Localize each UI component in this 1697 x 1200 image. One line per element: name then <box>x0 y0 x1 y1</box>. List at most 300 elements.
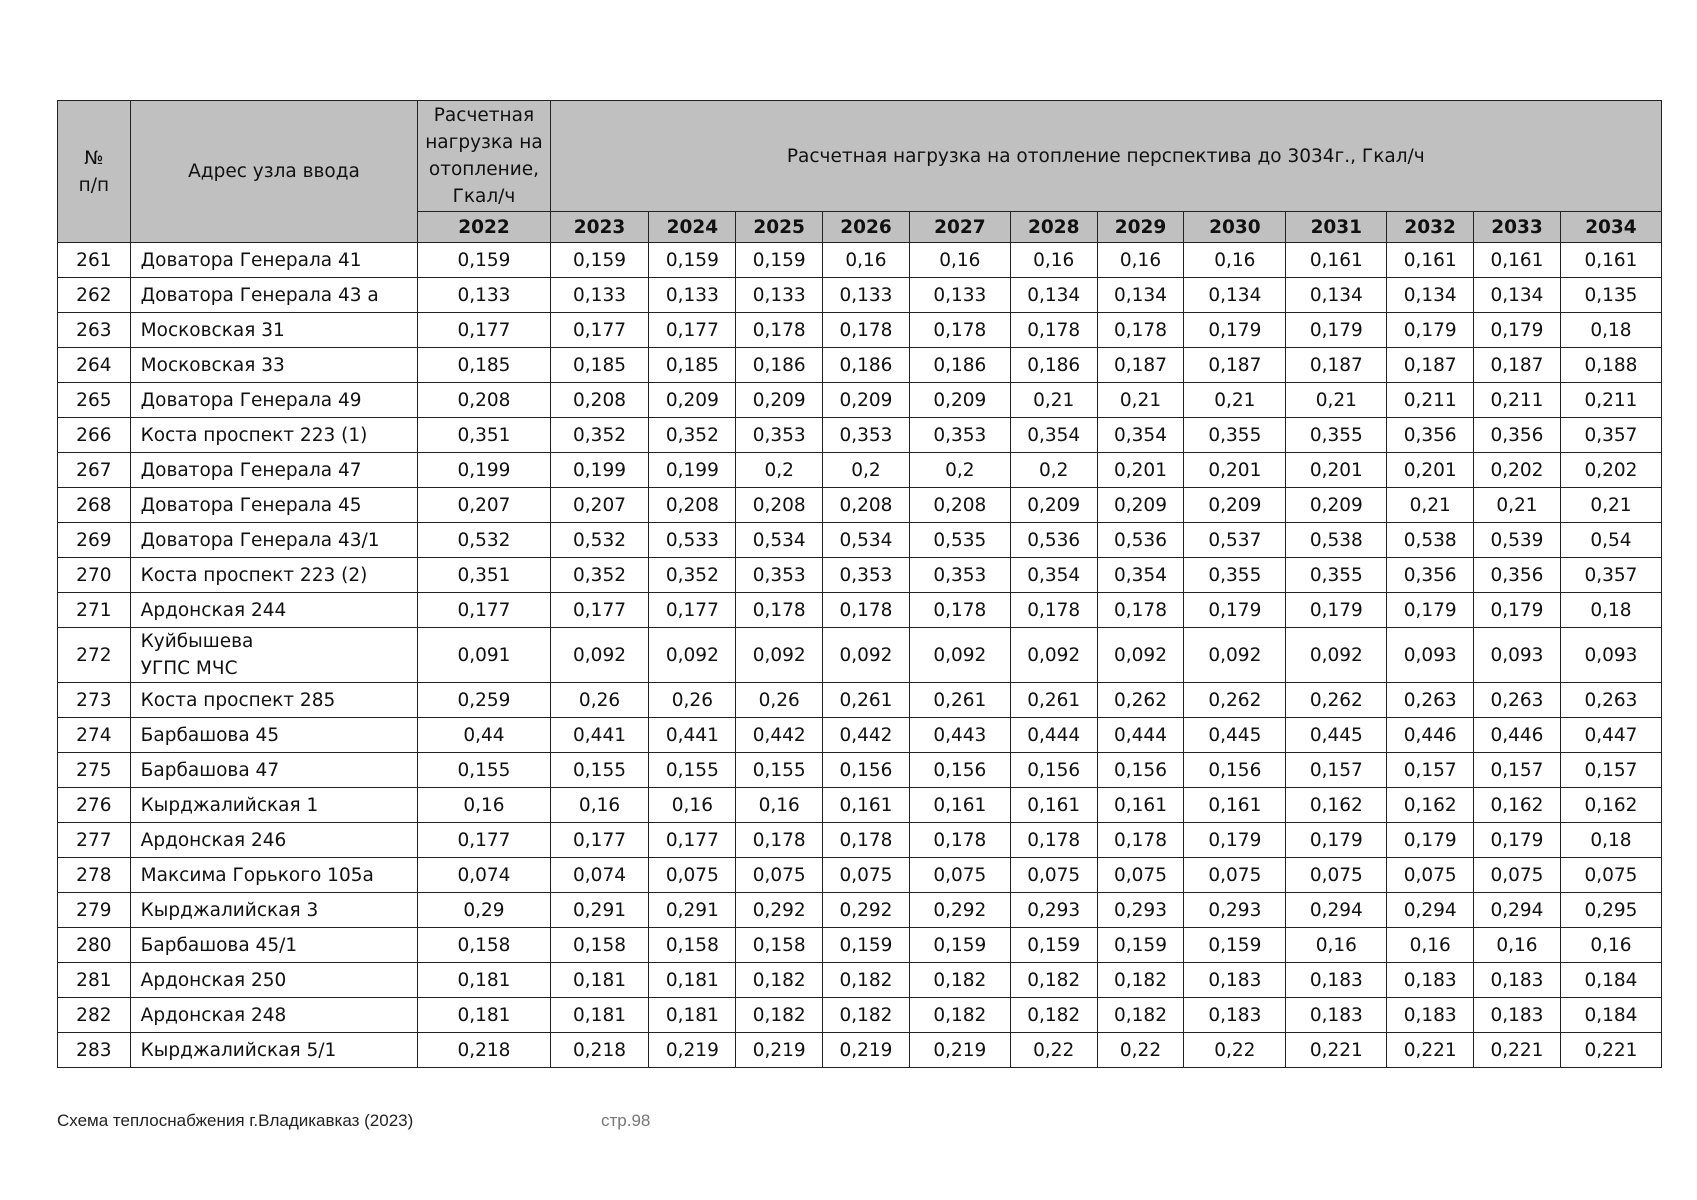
cell-year-load: 0,22 <box>1184 1033 1286 1068</box>
cell-year-load: 0,2 <box>909 453 1010 488</box>
cell-num: 275 <box>58 753 131 788</box>
cell-year-load: 0,262 <box>1286 683 1387 718</box>
cell-year-load: 0,537 <box>1184 523 1286 558</box>
cell-year-load: 0,354 <box>1097 558 1184 593</box>
heat-load-table <box>57 100 1662 1068</box>
cell-year-load: 0,134 <box>1387 278 1474 313</box>
cell-year-load: 0,355 <box>1286 558 1387 593</box>
cell-address: Московская 31 <box>130 313 418 348</box>
cell-year-load: 0,075 <box>909 858 1010 893</box>
cell-year-load: 0,353 <box>909 558 1010 593</box>
cell-year-load: 0,133 <box>550 278 649 313</box>
cell-year-load: 0,445 <box>1184 718 1286 753</box>
cell-year-load: 0,179 <box>1184 313 1286 348</box>
cell-num: 272 <box>58 628 131 683</box>
table-row <box>58 823 1662 858</box>
cell-year-load: 0,182 <box>1010 963 1097 998</box>
cell-address: Ардонская 250 <box>130 963 418 998</box>
cell-year-load: 0,075 <box>1097 858 1184 893</box>
cell-year-load: 0,219 <box>909 1033 1010 1068</box>
cell-year-load: 0,184 <box>1560 963 1661 998</box>
cell-year-load: 0,187 <box>1184 348 1286 383</box>
cell-year-load: 0,183 <box>1474 963 1561 998</box>
cell-year-load: 0,16 <box>1286 928 1387 963</box>
cell-year-load: 0,186 <box>823 348 910 383</box>
cell-year-load: 0,356 <box>1387 418 1474 453</box>
cell-year-load: 0,159 <box>649 243 736 278</box>
cell-year-load: 0,133 <box>909 278 1010 313</box>
cell-year-load: 0,178 <box>909 313 1010 348</box>
cell-year-load: 0,182 <box>736 998 823 1033</box>
cell-year-load: 0,161 <box>1474 243 1561 278</box>
cell-year-load: 0,133 <box>649 278 736 313</box>
cell-num: 261 <box>58 243 131 278</box>
table-row <box>58 718 1662 753</box>
cell-year-load: 0,354 <box>1097 418 1184 453</box>
cell-year-load: 0,211 <box>1387 383 1474 418</box>
cell-year-load: 0,293 <box>1184 893 1286 928</box>
cell-year-load: 0,133 <box>736 278 823 313</box>
cell-year-load: 0,179 <box>1286 823 1387 858</box>
cell-year-load: 0,292 <box>736 893 823 928</box>
cell-year-load: 0,156 <box>909 753 1010 788</box>
cell-year-load: 0,291 <box>550 893 649 928</box>
cell-year-load: 0,161 <box>1387 243 1474 278</box>
cell-year-load: 0,444 <box>1097 718 1184 753</box>
header-year: 2032 <box>1387 212 1474 243</box>
cell-address: Коста проспект 285 <box>130 683 418 718</box>
cell-year-load: 0,159 <box>736 243 823 278</box>
cell-year-load: 0,157 <box>1560 753 1661 788</box>
cell-year-load: 0,178 <box>736 823 823 858</box>
cell-num: 265 <box>58 383 131 418</box>
cell-year-load: 0,294 <box>1474 893 1561 928</box>
cell-year-load: 0,16 <box>649 788 736 823</box>
cell-year-load: 0,201 <box>1097 453 1184 488</box>
cell-year-load: 0,538 <box>1387 523 1474 558</box>
cell-year-load: 0,26 <box>736 683 823 718</box>
cell-year-load: 0,292 <box>909 893 1010 928</box>
cell-year-load: 0,185 <box>550 348 649 383</box>
cell-year-load: 0,183 <box>1387 963 1474 998</box>
cell-year-load: 0,178 <box>909 593 1010 628</box>
cell-year-load: 0,534 <box>823 523 910 558</box>
cell-base-load: 0,218 <box>418 1033 550 1068</box>
cell-year-load: 0,442 <box>736 718 823 753</box>
table-row <box>58 278 1662 313</box>
cell-year-load: 0,353 <box>736 418 823 453</box>
cell-year-load: 0,158 <box>736 928 823 963</box>
cell-year-load: 0,22 <box>1097 1033 1184 1068</box>
cell-year-load: 0,177 <box>550 313 649 348</box>
cell-year-load: 0,074 <box>550 858 649 893</box>
cell-year-load: 0,187 <box>1097 348 1184 383</box>
cell-base-load: 0,16 <box>418 788 550 823</box>
cell-year-load: 0,092 <box>823 628 910 683</box>
cell-year-load: 0,21 <box>1560 488 1661 523</box>
cell-year-load: 0,209 <box>1286 488 1387 523</box>
table-row <box>58 928 1662 963</box>
cell-year-load: 0,353 <box>909 418 1010 453</box>
cell-year-load: 0,159 <box>823 928 910 963</box>
header-year: 2023 <box>550 212 649 243</box>
cell-address: Ардонская 248 <box>130 998 418 1033</box>
cell-year-load: 0,187 <box>1286 348 1387 383</box>
cell-year-load: 0,162 <box>1474 788 1561 823</box>
cell-year-load: 0,178 <box>1010 313 1097 348</box>
cell-year-load: 0,179 <box>1286 313 1387 348</box>
cell-base-load: 0,207 <box>418 488 550 523</box>
cell-year-load: 0,446 <box>1474 718 1561 753</box>
cell-year-load: 0,263 <box>1560 683 1661 718</box>
cell-year-load: 0,075 <box>1286 858 1387 893</box>
cell-year-load: 0,261 <box>909 683 1010 718</box>
cell-year-load: 0,355 <box>1184 418 1286 453</box>
cell-year-load: 0,353 <box>823 558 910 593</box>
table-row <box>58 683 1662 718</box>
cell-year-load: 0,539 <box>1474 523 1561 558</box>
cell-year-load: 0,092 <box>1010 628 1097 683</box>
cell-year-load: 0,183 <box>1286 963 1387 998</box>
cell-year-load: 0,075 <box>736 858 823 893</box>
cell-address: Барбашова 45/1 <box>130 928 418 963</box>
table-row <box>58 523 1662 558</box>
table-row <box>58 893 1662 928</box>
table-row <box>58 753 1662 788</box>
cell-year-load: 0,179 <box>1387 593 1474 628</box>
cell-year-load: 0,2 <box>736 453 823 488</box>
cell-year-load: 0,208 <box>736 488 823 523</box>
cell-year-load: 0,352 <box>649 418 736 453</box>
table-row <box>58 1033 1662 1068</box>
cell-year-load: 0,199 <box>649 453 736 488</box>
cell-year-load: 0,357 <box>1560 558 1661 593</box>
cell-year-load: 0,221 <box>1387 1033 1474 1068</box>
table-row <box>58 593 1662 628</box>
cell-year-load: 0,263 <box>1387 683 1474 718</box>
cell-year-load: 0,134 <box>1474 278 1561 313</box>
cell-year-load: 0,182 <box>736 963 823 998</box>
cell-num: 262 <box>58 278 131 313</box>
cell-year-load: 0,357 <box>1560 418 1661 453</box>
cell-year-load: 0,16 <box>1010 243 1097 278</box>
cell-year-load: 0,092 <box>649 628 736 683</box>
cell-year-load: 0,207 <box>550 488 649 523</box>
cell-year-load: 0,182 <box>823 998 910 1033</box>
cell-year-load: 0,26 <box>550 683 649 718</box>
cell-year-load: 0,092 <box>909 628 1010 683</box>
cell-year-load: 0,54 <box>1560 523 1661 558</box>
cell-num: 283 <box>58 1033 131 1068</box>
cell-year-load: 0,156 <box>1184 753 1286 788</box>
cell-year-load: 0,442 <box>823 718 910 753</box>
header-year: 2031 <box>1286 212 1387 243</box>
cell-year-load: 0,352 <box>550 418 649 453</box>
cell-year-load: 0,184 <box>1560 998 1661 1033</box>
table-body <box>58 243 1662 1068</box>
cell-year-load: 0,181 <box>550 963 649 998</box>
cell-base-load: 0,44 <box>418 718 550 753</box>
cell-year-load: 0,441 <box>649 718 736 753</box>
cell-year-load: 0,182 <box>823 963 910 998</box>
cell-year-load: 0,355 <box>1286 418 1387 453</box>
cell-year-load: 0,536 <box>1097 523 1184 558</box>
cell-year-load: 0,133 <box>823 278 910 313</box>
cell-year-load: 0,183 <box>1387 998 1474 1033</box>
cell-year-load: 0,179 <box>1387 313 1474 348</box>
cell-year-load: 0,202 <box>1560 453 1661 488</box>
cell-num: 273 <box>58 683 131 718</box>
cell-year-load: 0,219 <box>823 1033 910 1068</box>
cell-num: 270 <box>58 558 131 593</box>
cell-year-load: 0,075 <box>1387 858 1474 893</box>
cell-year-load: 0,179 <box>1387 823 1474 858</box>
cell-year-load: 0,21 <box>1097 383 1184 418</box>
cell-base-load: 0,155 <box>418 753 550 788</box>
cell-year-load: 0,075 <box>1010 858 1097 893</box>
header-year: 2034 <box>1560 212 1661 243</box>
cell-year-load: 0,292 <box>823 893 910 928</box>
cell-year-load: 0,134 <box>1097 278 1184 313</box>
cell-year-load: 0,21 <box>1286 383 1387 418</box>
cell-year-load: 0,263 <box>1474 683 1561 718</box>
cell-year-load: 0,261 <box>1010 683 1097 718</box>
cell-year-load: 0,157 <box>1387 753 1474 788</box>
header-address: Адрес узла ввода <box>130 101 418 243</box>
cell-year-load: 0,16 <box>1387 928 1474 963</box>
cell-year-load: 0,443 <box>909 718 1010 753</box>
cell-year-load: 0,295 <box>1560 893 1661 928</box>
cell-year-load: 0,16 <box>736 788 823 823</box>
cell-year-load: 0,26 <box>649 683 736 718</box>
cell-year-load: 0,157 <box>1474 753 1561 788</box>
header-year: 2028 <box>1010 212 1097 243</box>
cell-year-load: 0,188 <box>1560 348 1661 383</box>
cell-year-load: 0,208 <box>823 488 910 523</box>
cell-year-load: 0,182 <box>909 963 1010 998</box>
cell-year-load: 0,21 <box>1010 383 1097 418</box>
cell-year-load: 0,187 <box>1474 348 1561 383</box>
cell-year-load: 0,2 <box>823 453 910 488</box>
cell-year-load: 0,179 <box>1184 823 1286 858</box>
cell-num: 274 <box>58 718 131 753</box>
cell-year-load: 0,092 <box>1286 628 1387 683</box>
header-year-base: 2022 <box>418 212 550 243</box>
cell-year-load: 0,352 <box>649 558 736 593</box>
cell-year-load: 0,179 <box>1474 593 1561 628</box>
cell-year-load: 0,162 <box>1286 788 1387 823</box>
cell-num: 267 <box>58 453 131 488</box>
cell-year-load: 0,075 <box>1184 858 1286 893</box>
cell-year-load: 0,536 <box>1010 523 1097 558</box>
cell-year-load: 0,159 <box>550 243 649 278</box>
cell-year-load: 0,178 <box>909 823 1010 858</box>
cell-year-load: 0,178 <box>823 593 910 628</box>
cell-year-load: 0,354 <box>1010 418 1097 453</box>
cell-year-load: 0,354 <box>1010 558 1097 593</box>
cell-year-load: 0,075 <box>823 858 910 893</box>
cell-year-load: 0,075 <box>649 858 736 893</box>
cell-year-load: 0,182 <box>1097 963 1184 998</box>
cell-year-load: 0,155 <box>550 753 649 788</box>
cell-year-load: 0,209 <box>649 383 736 418</box>
cell-year-load: 0,177 <box>550 593 649 628</box>
cell-year-load: 0,356 <box>1474 558 1561 593</box>
cell-year-load: 0,161 <box>1010 788 1097 823</box>
cell-year-load: 0,161 <box>823 788 910 823</box>
cell-year-load: 0,134 <box>1184 278 1286 313</box>
cell-base-load: 0,159 <box>418 243 550 278</box>
cell-address: Доватора Генерала 43 а <box>130 278 418 313</box>
cell-year-load: 0,356 <box>1387 558 1474 593</box>
cell-year-load: 0,187 <box>1387 348 1474 383</box>
cell-base-load: 0,185 <box>418 348 550 383</box>
cell-base-load: 0,074 <box>418 858 550 893</box>
cell-year-load: 0,445 <box>1286 718 1387 753</box>
cell-address: Доватора Генерала 43/1 <box>130 523 418 558</box>
cell-year-load: 0,447 <box>1560 718 1661 753</box>
cell-year-load: 0,155 <box>736 753 823 788</box>
cell-year-load: 0,093 <box>1474 628 1561 683</box>
cell-base-load: 0,133 <box>418 278 550 313</box>
cell-year-load: 0,178 <box>823 823 910 858</box>
cell-year-load: 0,183 <box>1474 998 1561 1033</box>
cell-year-load: 0,209 <box>1010 488 1097 523</box>
cell-year-load: 0,178 <box>1010 593 1097 628</box>
cell-year-load: 0,092 <box>1097 628 1184 683</box>
cell-year-load: 0,201 <box>1286 453 1387 488</box>
cell-year-load: 0,16 <box>823 243 910 278</box>
cell-address: Барбашова 47 <box>130 753 418 788</box>
cell-year-load: 0,161 <box>1286 243 1387 278</box>
cell-year-load: 0,135 <box>1560 278 1661 313</box>
cell-year-load: 0,177 <box>649 313 736 348</box>
cell-year-load: 0,183 <box>1286 998 1387 1033</box>
cell-year-load: 0,356 <box>1474 418 1561 453</box>
cell-base-load: 0,177 <box>418 823 550 858</box>
cell-num: 280 <box>58 928 131 963</box>
cell-year-load: 0,218 <box>550 1033 649 1068</box>
cell-base-load: 0,351 <box>418 558 550 593</box>
cell-num: 264 <box>58 348 131 383</box>
cell-year-load: 0,208 <box>550 383 649 418</box>
cell-num: 279 <box>58 893 131 928</box>
cell-year-load: 0,199 <box>550 453 649 488</box>
cell-year-load: 0,201 <box>1387 453 1474 488</box>
cell-year-load: 0,209 <box>1097 488 1184 523</box>
header-base-load: Расчетная нагрузка на отопление, Гкал/ч <box>418 101 550 212</box>
cell-address: Доватора Генерала 49 <box>130 383 418 418</box>
table-row <box>58 788 1662 823</box>
document-sheet <box>57 100 1662 1068</box>
cell-address: Кырджалийская 5/1 <box>130 1033 418 1068</box>
cell-year-load: 0,202 <box>1474 453 1561 488</box>
cell-base-load: 0,29 <box>418 893 550 928</box>
cell-year-load: 0,444 <box>1010 718 1097 753</box>
header-year: 2024 <box>649 212 736 243</box>
table-row <box>58 963 1662 998</box>
cell-year-load: 0,182 <box>1010 998 1097 1033</box>
cell-year-load: 0,219 <box>649 1033 736 1068</box>
cell-year-load: 0,182 <box>909 998 1010 1033</box>
header-year: 2026 <box>823 212 910 243</box>
cell-year-load: 0,21 <box>1184 383 1286 418</box>
cell-address: Коста проспект 223 (2) <box>130 558 418 593</box>
cell-year-load: 0,533 <box>649 523 736 558</box>
cell-year-load: 0,093 <box>1560 628 1661 683</box>
cell-base-load: 0,532 <box>418 523 550 558</box>
table-row <box>58 628 1662 683</box>
cell-address: Доватора Генерала 45 <box>130 488 418 523</box>
cell-year-load: 0,161 <box>909 788 1010 823</box>
cell-year-load: 0,294 <box>1387 893 1474 928</box>
cell-year-load: 0,134 <box>1286 278 1387 313</box>
cell-year-load: 0,2 <box>1010 453 1097 488</box>
cell-year-load: 0,186 <box>736 348 823 383</box>
cell-year-load: 0,535 <box>909 523 1010 558</box>
cell-num: 269 <box>58 523 131 558</box>
cell-num: 277 <box>58 823 131 858</box>
cell-year-load: 0,159 <box>1010 928 1097 963</box>
cell-year-load: 0,293 <box>1010 893 1097 928</box>
cell-year-load: 0,155 <box>649 753 736 788</box>
cell-year-load: 0,178 <box>1010 823 1097 858</box>
cell-address: Московская 33 <box>130 348 418 383</box>
cell-base-load: 0,208 <box>418 383 550 418</box>
cell-year-load: 0,293 <box>1097 893 1184 928</box>
cell-year-load: 0,291 <box>649 893 736 928</box>
cell-year-load: 0,183 <box>1184 998 1286 1033</box>
cell-address: Ардонская 244 <box>130 593 418 628</box>
cell-base-load: 0,177 <box>418 313 550 348</box>
cell-num: 271 <box>58 593 131 628</box>
cell-base-load: 0,177 <box>418 593 550 628</box>
cell-address: Доватора Генерала 47 <box>130 453 418 488</box>
cell-year-load: 0,178 <box>736 313 823 348</box>
cell-year-load: 0,156 <box>823 753 910 788</box>
cell-address: Максима Горького 105а <box>130 858 418 893</box>
cell-year-load: 0,177 <box>649 593 736 628</box>
cell-year-load: 0,211 <box>1560 383 1661 418</box>
cell-num: 278 <box>58 858 131 893</box>
cell-year-load: 0,262 <box>1097 683 1184 718</box>
cell-year-load: 0,441 <box>550 718 649 753</box>
cell-year-load: 0,201 <box>1184 453 1286 488</box>
cell-year-load: 0,221 <box>1560 1033 1661 1068</box>
cell-year-load: 0,161 <box>1097 788 1184 823</box>
cell-year-load: 0,219 <box>736 1033 823 1068</box>
cell-year-load: 0,261 <box>823 683 910 718</box>
cell-year-load: 0,209 <box>909 383 1010 418</box>
cell-year-load: 0,209 <box>823 383 910 418</box>
footer-page-number: стр.98 <box>601 1111 651 1130</box>
table-row <box>58 383 1662 418</box>
cell-year-load: 0,092 <box>1184 628 1286 683</box>
cell-year-load: 0,178 <box>1097 823 1184 858</box>
cell-year-load: 0,178 <box>1097 313 1184 348</box>
cell-year-load: 0,22 <box>1010 1033 1097 1068</box>
cell-year-load: 0,446 <box>1387 718 1474 753</box>
cell-address: Кырджалийская 3 <box>130 893 418 928</box>
cell-year-load: 0,534 <box>736 523 823 558</box>
cell-year-load: 0,16 <box>1184 243 1286 278</box>
table-row <box>58 453 1662 488</box>
cell-num: 266 <box>58 418 131 453</box>
header-perspective: Расчетная нагрузка на отопление перспектива до 3034г., Гкал/ч <box>550 101 1661 212</box>
cell-year-load: 0,352 <box>550 558 649 593</box>
cell-year-load: 0,179 <box>1184 593 1286 628</box>
cell-num: 281 <box>58 963 131 998</box>
